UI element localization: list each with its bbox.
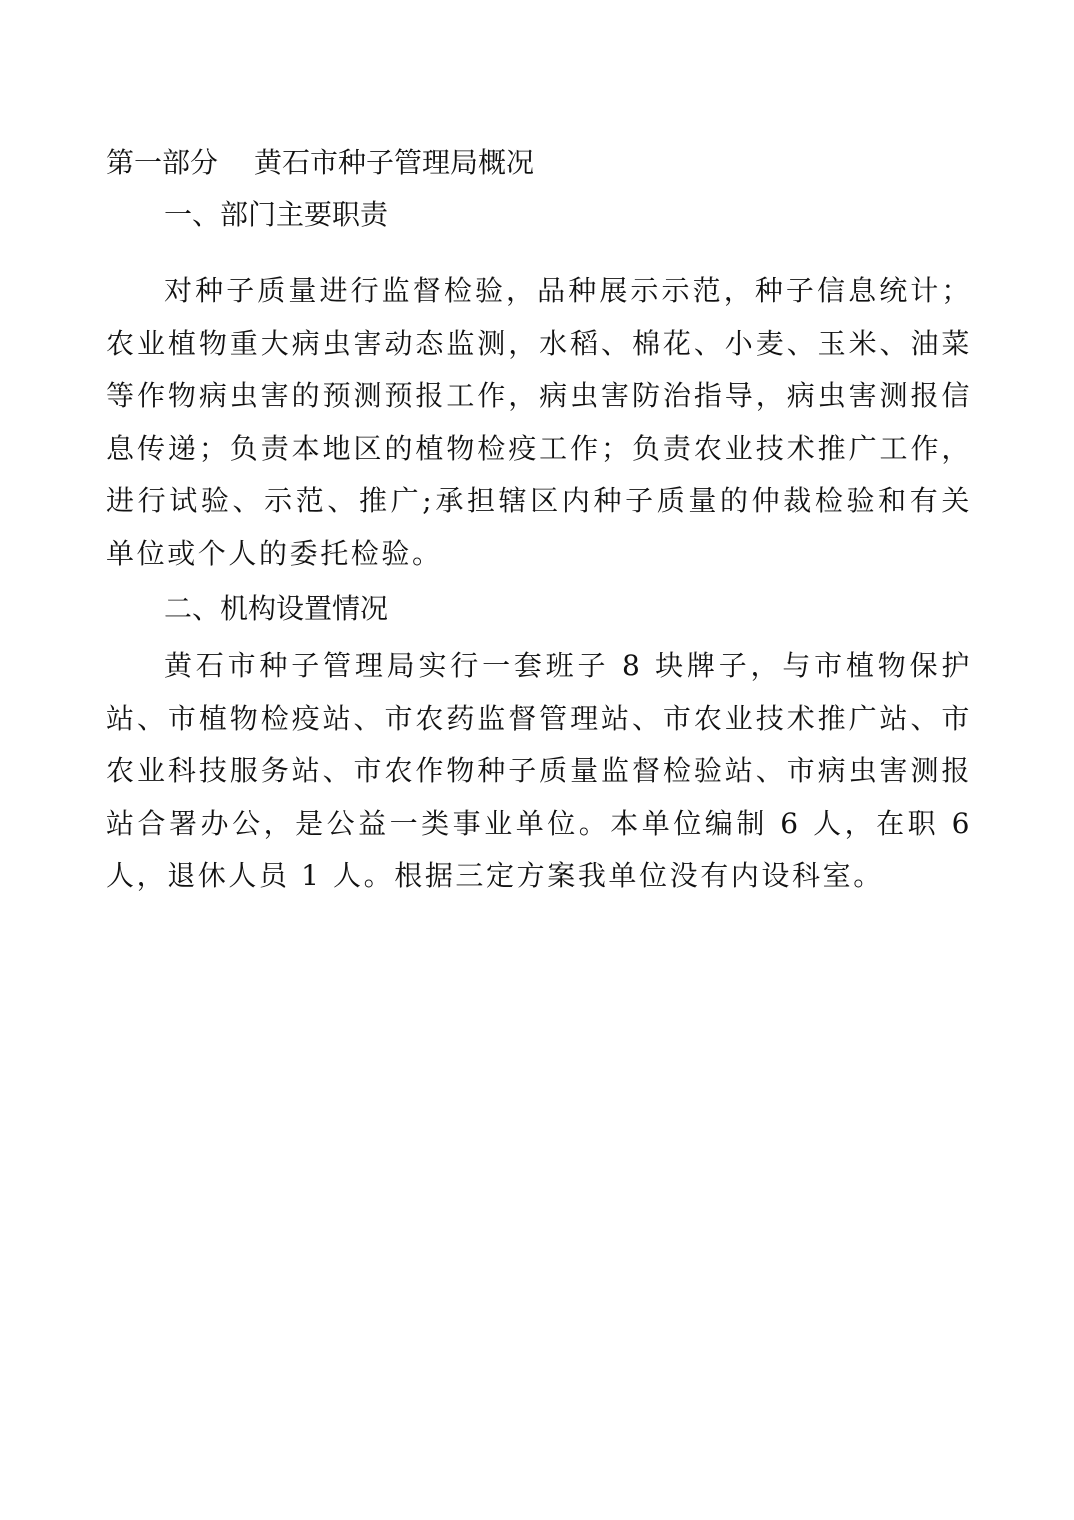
part-number: 第一部分 [106, 146, 219, 179]
duties-paragraph: 对种子质量进行监督检验，品种展示示范，种子信息统计；农业植物重大病虫害动态监测，水稻、棉花、小麦、玉米、油菜等作物病虫害的预测预报工作，病虫害防治指导，病虫害测报信息传递；负责本地区的植物检疫工作；负责农业技术推广工作，进行试验、示范、推广;承担辖区内种子质量的仲裁检验和有关单位或个人的委托检验。 [106, 274, 972, 570]
section-heading-duties: 一、部门主要职责 [164, 198, 389, 231]
organization-paragraph: 黄石市种子管理局实行一套班子 8 块牌子，与市植物保护站、市植物检疫站、市农药监督管理站、市农业技术推广站、市农业科技服务站、市农作物种子质量监督检验站、市病虫害测报站合署办公，是公益一类事业单位。本单位编制 6 人，在职 6 人，退休人员 1 人。根据三定方案我单位没有内设科室。 [106, 649, 972, 892]
section-heading-organization: 二、机构设置情况 [164, 592, 389, 625]
part-name: 黄石市种子管理局概况 [254, 146, 535, 179]
part-title [106, 140, 972, 186]
document-body [106, 140, 972, 903]
